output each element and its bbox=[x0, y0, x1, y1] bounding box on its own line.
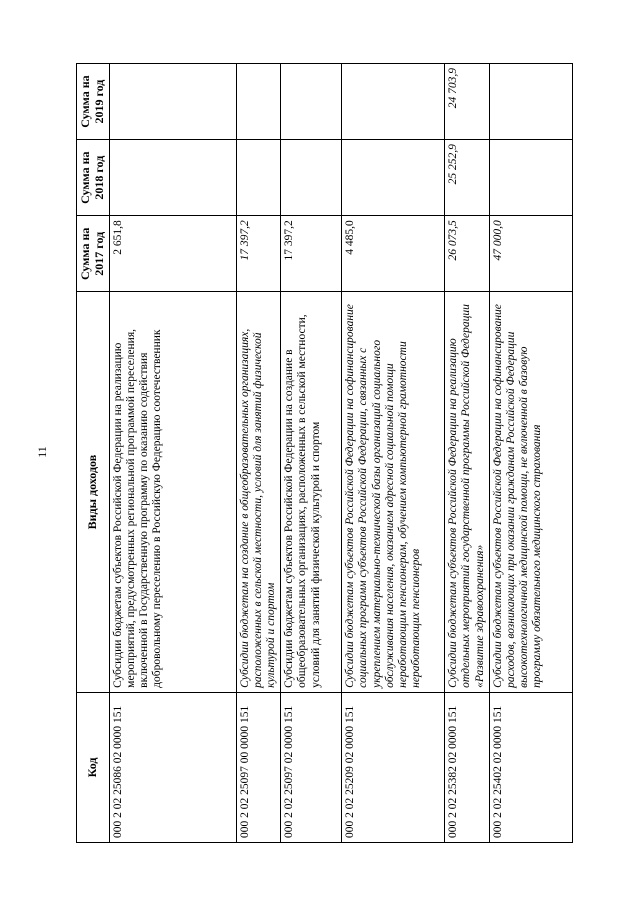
row-sum-2018 bbox=[237, 140, 281, 216]
row-description: Субсидии бюджетам субъектов Российской Федерации на софинансирование расходов, возникающих при оказании гражданам Российской Федерации высокотехнологичной медицинской помощи, не включенной в базовую программу обязательного медицинского страхования bbox=[489, 292, 572, 693]
table-header-row bbox=[77, 64, 110, 843]
header-sum-2017: Сумма на 2017 год bbox=[77, 216, 110, 292]
row-code: 000 2 02 25209 02 0000 151 bbox=[342, 692, 445, 842]
row-sum-2019 bbox=[110, 64, 237, 140]
row-sum-2018 bbox=[342, 140, 445, 216]
row-sum-2019 bbox=[237, 64, 281, 140]
row-code: 000 2 02 25382 02 0000 151 bbox=[445, 692, 489, 842]
row-sum-2017: 17 397,2 bbox=[237, 216, 281, 292]
row-sum-2017: 47 000,0 bbox=[489, 216, 572, 292]
row-description: Субсидии бюджетам субъектов Российской Федерации на софинансирование социальных программ субъектов Российской Федерации, связанных с укреплением материально-технической базы организаций социального обслуживания населения, оказанием адресной социальной помощи неработающим пенсионерам, обучением компьютерной грамотности неработающих пенсионеров bbox=[342, 292, 445, 693]
row-sum-2018 bbox=[489, 140, 572, 216]
table-row bbox=[342, 64, 445, 843]
row-sum-2017: 26 073,5 bbox=[445, 216, 489, 292]
row-sum-2018 bbox=[110, 140, 237, 216]
revenue-table-container bbox=[76, 63, 566, 843]
row-sum-2018: 25 252,9 bbox=[445, 140, 489, 216]
revenue-table bbox=[76, 63, 573, 843]
row-sum-2018 bbox=[281, 140, 342, 216]
row-sum-2019: 24 703,9 bbox=[445, 64, 489, 140]
header-code: Код bbox=[77, 692, 110, 842]
row-sum-2019 bbox=[281, 64, 342, 140]
table-row bbox=[110, 64, 237, 843]
row-description: Субсидии бюджетам на создание в общеобразовательных организациях, расположенных в сельской местности, условий для занятий физической культурой и спортом bbox=[237, 292, 281, 693]
row-code: 000 2 02 25402 02 0000 151 bbox=[489, 692, 572, 842]
row-sum-2017: 17 397,2 bbox=[281, 216, 342, 292]
row-code: 000 2 02 25097 00 0000 151 bbox=[237, 692, 281, 842]
row-sum-2019 bbox=[489, 64, 572, 140]
row-description: Субсидии бюджетам субъектов Российской Федерации на создание в общеобразовательных организациях, расположенных в сельской местности, условий для занятий физической культурой и спортом bbox=[281, 292, 342, 693]
table-row bbox=[489, 64, 572, 843]
row-sum-2019 bbox=[342, 64, 445, 140]
table-row bbox=[281, 64, 342, 843]
table-row bbox=[237, 64, 281, 843]
page-number: 11 bbox=[35, 446, 49, 458]
header-sum-2018: Сумма на 2018 год bbox=[77, 140, 110, 216]
row-description: Субсидии бюджетам субъектов Российской Федерации на реализацию мероприятий, предусмотренных региональной программой переселения, включенной в Государственную программу по оказанию содействия добровольному переселению в Российскую Федерацию соотечественник bbox=[110, 292, 237, 693]
table-row bbox=[445, 64, 489, 843]
row-sum-2017: 4 485,0 bbox=[342, 216, 445, 292]
row-code: 000 2 02 25097 02 0000 151 bbox=[281, 692, 342, 842]
header-sum-2019: Сумма на 2019 год bbox=[77, 64, 110, 140]
header-description: Виды доходов bbox=[77, 292, 110, 693]
row-code: 000 2 02 25086 02 0000 151 bbox=[110, 692, 237, 842]
row-description: Субсидии бюджетам субъектов Российской Федерации на реализацию отдельных мероприятий государственной программы Российской Федерации «Развитие здравоохранения» bbox=[445, 292, 489, 693]
row-sum-2017: 2 651,8 bbox=[110, 216, 237, 292]
